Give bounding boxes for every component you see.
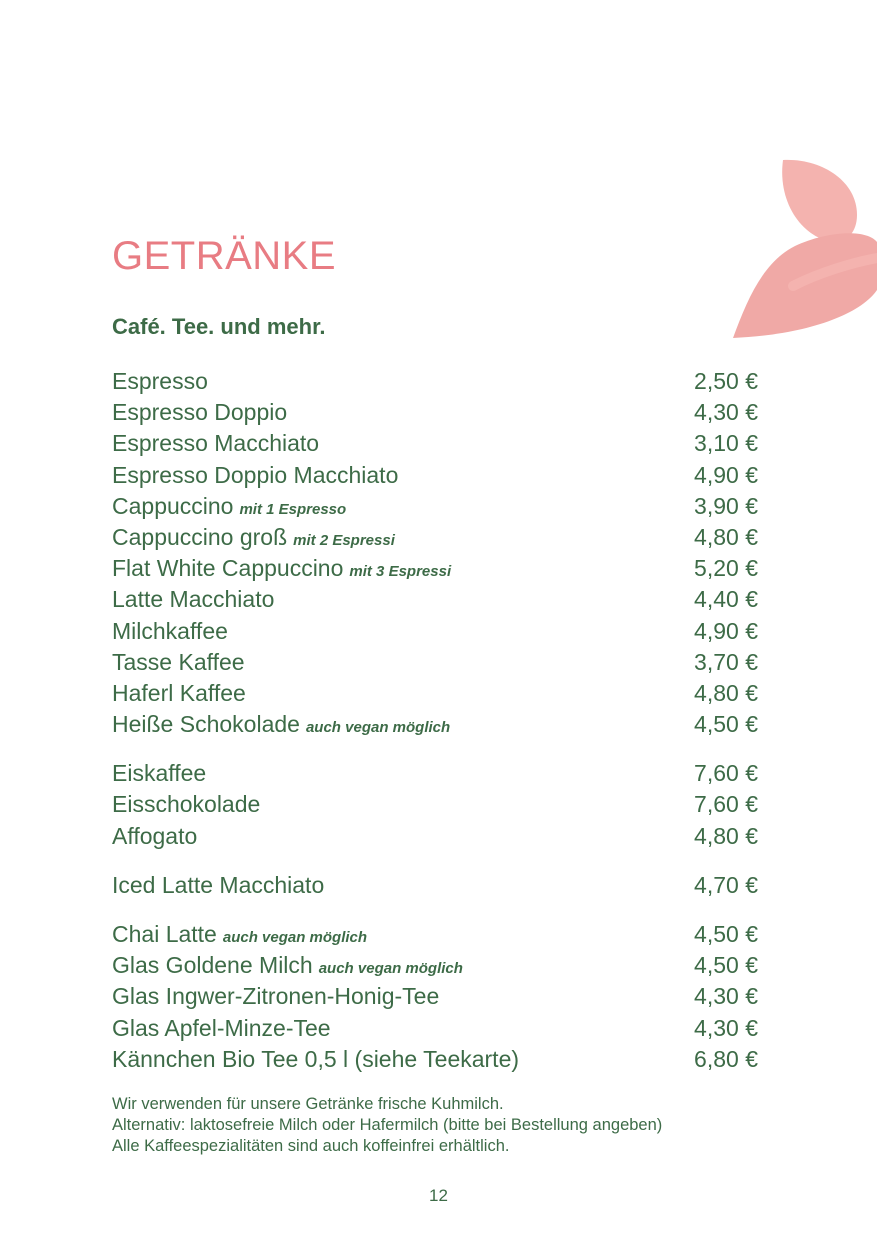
menu-item xyxy=(112,1044,758,1075)
menu-item-note: mit 2 Espressi xyxy=(293,531,395,549)
menu-item-name: Espresso xyxy=(112,368,208,394)
menu-item-price: 7,60 € xyxy=(694,760,758,787)
menu-item-name: Heiße Schokolade xyxy=(112,711,300,738)
menu-item xyxy=(112,678,758,709)
menu-item-left xyxy=(112,789,260,820)
menu-item xyxy=(112,1013,758,1044)
menu-item-price: 4,50 € xyxy=(694,921,758,947)
menu-item-name: Milchkaffee xyxy=(112,617,228,644)
menu-item xyxy=(112,584,758,615)
menu-group xyxy=(112,366,758,740)
menu-item-left xyxy=(112,428,319,459)
menu-item-left xyxy=(112,397,287,428)
menu-item xyxy=(112,709,758,740)
menu-item-left xyxy=(112,647,245,678)
menu-item-left xyxy=(112,584,274,615)
menu-item-name: Glas Apfel-Minze-Tee xyxy=(112,1014,331,1041)
menu-item-price: 6,80 € xyxy=(694,1045,758,1072)
menu-item-name: Cappuccino groß xyxy=(112,523,288,550)
menu-item-price: 4,80 € xyxy=(694,679,758,706)
menu-item-name: Glas Ingwer-Zitronen-Honig-Tee xyxy=(112,983,440,1010)
footer-line: Wir verwenden für unsere Getränke frische Kuhmilch. xyxy=(112,1095,504,1113)
menu-item-left xyxy=(112,1013,331,1044)
menu-item-price: 3,70 € xyxy=(694,648,758,675)
menu-item xyxy=(112,428,758,459)
upper-leaf-icon xyxy=(782,160,857,242)
section-subtitle: Café. Tee. und mehr. xyxy=(112,314,326,339)
menu-item-left xyxy=(112,919,367,953)
footer-line: Alternativ: laktosefreie Milch oder Hafermilch (bitte bei Bestellung angeben) xyxy=(112,1116,663,1134)
menu-item-note: auch vegan möglich xyxy=(222,929,368,946)
menu-group xyxy=(112,870,758,901)
menu-item-left xyxy=(112,491,346,525)
menu-item-left xyxy=(112,709,450,743)
menu-item-price: 4,30 € xyxy=(694,1014,758,1041)
menu-item-price: 4,50 € xyxy=(694,711,758,738)
menu-item xyxy=(112,460,758,491)
menu-item xyxy=(112,789,758,820)
menu-item xyxy=(112,950,758,981)
menu-item-price: 4,90 € xyxy=(694,461,758,488)
menu-item-price: 4,70 € xyxy=(694,871,758,898)
menu-item-left xyxy=(112,616,228,647)
leaf-decoration-icon xyxy=(725,150,877,345)
menu-item-left xyxy=(112,821,197,852)
menu-item-name: Affogato xyxy=(112,822,198,849)
menu-item-price: 7,60 € xyxy=(694,791,758,818)
menu-item-note: mit 1 Espresso xyxy=(239,500,347,518)
menu-item-left xyxy=(112,678,246,709)
menu-item-left xyxy=(112,1044,519,1075)
menu-item xyxy=(112,616,758,647)
menu-item xyxy=(112,522,758,553)
menu-item xyxy=(112,821,758,852)
menu-item-note: auch vegan möglich xyxy=(318,960,463,978)
menu-item-left xyxy=(112,950,463,984)
menu-item xyxy=(112,366,758,397)
menu-item-name: Chai Latte xyxy=(112,921,217,947)
menu-item xyxy=(112,553,758,584)
menu-item xyxy=(112,647,758,678)
menu-item-name: Eiskaffee xyxy=(112,760,207,787)
menu-item-price: 4,40 € xyxy=(694,586,758,613)
menu-item-note: auch vegan möglich xyxy=(305,719,451,737)
menu-item-price: 4,50 € xyxy=(694,952,758,979)
menu-item-price: 4,80 € xyxy=(694,822,758,849)
menu-item xyxy=(112,397,758,428)
menu-item-name: Haferl Kaffee xyxy=(112,679,246,706)
menu-item-left xyxy=(112,553,451,587)
menu-item-name: Flat White Cappuccino xyxy=(112,555,344,582)
menu-item-left xyxy=(112,870,324,901)
menu-item xyxy=(112,758,758,789)
menu-item-left xyxy=(112,460,398,491)
menu-item-name: Tasse Kaffee xyxy=(112,648,245,675)
menu-item-price: 3,10 € xyxy=(694,430,758,457)
menu-item xyxy=(112,491,758,522)
menu-item-name: Latte Macchiato xyxy=(112,586,275,613)
menu-item-name: Iced Latte Macchiato xyxy=(112,871,325,898)
footer-line: Alle Kaffeespezialitäten sind auch koffeinfrei erhältlich. xyxy=(112,1137,510,1155)
footer-notes xyxy=(112,1094,792,1157)
drinks-menu xyxy=(112,366,758,1075)
menu-group xyxy=(112,758,758,852)
menu-item xyxy=(112,919,758,950)
menu-item-left xyxy=(112,366,208,397)
menu-item-name: Eisschokolade xyxy=(112,791,261,818)
menu-item-left xyxy=(112,522,395,556)
menu-item-price: 4,80 € xyxy=(694,523,758,550)
menu-item-price: 3,90 € xyxy=(694,492,758,519)
menu-item-price: 4,30 € xyxy=(694,399,758,426)
menu-item-left xyxy=(112,758,206,789)
menu-item-name: Cappuccino xyxy=(112,492,234,519)
menu-item-price: 4,90 € xyxy=(694,617,758,644)
menu-item-name: Espresso Doppio Macchiato xyxy=(112,461,399,488)
page-number: 12 xyxy=(429,1186,448,1205)
menu-item-price: 4,30 € xyxy=(694,983,758,1010)
menu-item xyxy=(112,870,758,901)
page-title: GETRÄNKE xyxy=(112,234,337,278)
menu-item-name: Glas Goldene Milch xyxy=(112,952,313,979)
menu-item-name: Kännchen Bio Tee 0,5 l (siehe Teekarte) xyxy=(112,1045,520,1072)
menu-item-price: 5,20 € xyxy=(694,555,758,582)
menu-item-name: Espresso Doppio xyxy=(112,399,288,426)
menu-item-left xyxy=(112,981,439,1012)
menu-item-name: Espresso Macchiato xyxy=(112,430,320,457)
menu-item-price: 2,50 € xyxy=(694,368,758,394)
menu-group xyxy=(112,919,758,1075)
menu-item xyxy=(112,981,758,1012)
menu-item-note: mit 3 Espressi xyxy=(349,563,452,581)
